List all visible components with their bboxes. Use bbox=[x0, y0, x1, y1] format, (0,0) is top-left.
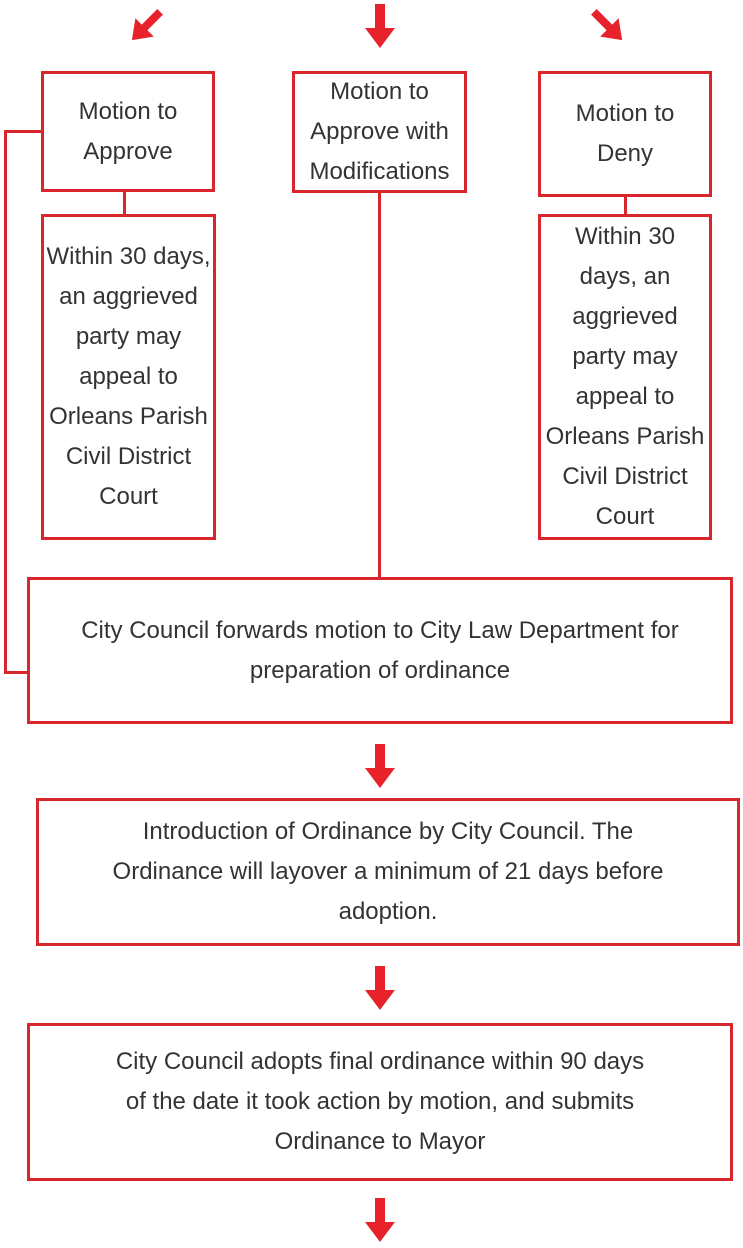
connector-deny-appeal bbox=[624, 195, 627, 216]
arrow-down-left-icon bbox=[124, 4, 168, 48]
arrow-down-icon bbox=[362, 964, 398, 1012]
connector-modify-forward bbox=[378, 192, 381, 580]
connector-left-vertical bbox=[4, 130, 7, 674]
motion-deny-text: Motion to Deny bbox=[575, 100, 675, 167]
arrow-down-icon bbox=[362, 1196, 398, 1244]
motion-modify-text: Motion to Approve with Modifications bbox=[309, 78, 450, 185]
appeal-right-text: Within 30 days, an aggrieved party may appeal to Orleans Parish Civil District Court bbox=[545, 223, 705, 530]
motion-modify-box bbox=[292, 71, 467, 193]
appeal-right-box bbox=[538, 214, 712, 540]
introduction-box bbox=[36, 798, 740, 946]
forward-law-box bbox=[27, 577, 733, 724]
appeal-left-text: Within 30 days, an aggrieved party may appeal to Orleans Parish Civil District Court bbox=[46, 243, 211, 510]
motion-deny-box bbox=[538, 71, 712, 197]
motion-approve-text: Motion to Approve bbox=[78, 97, 178, 165]
connector-left-top bbox=[4, 130, 44, 133]
adopt-final-text: City Council adopts final ordinance within 90 days of the date it took action by motion, and submits Ordinance to Mayor bbox=[115, 1048, 645, 1155]
arrow-down-center-icon bbox=[362, 2, 398, 50]
adopt-final-box bbox=[27, 1023, 733, 1181]
arrow-down-right-icon bbox=[586, 4, 630, 48]
introduction-text: Introduction of Ordinance by City Council. The Ordinance will layover a minimum of 21 days before adoption. bbox=[112, 818, 664, 925]
appeal-left-box bbox=[41, 214, 216, 540]
forward-law-text: City Council forwards motion to City Law Department for preparation of ordinance bbox=[81, 616, 679, 684]
connector-approve-appeal bbox=[123, 190, 126, 216]
arrow-down-icon bbox=[362, 742, 398, 790]
motion-approve-box bbox=[41, 71, 215, 192]
